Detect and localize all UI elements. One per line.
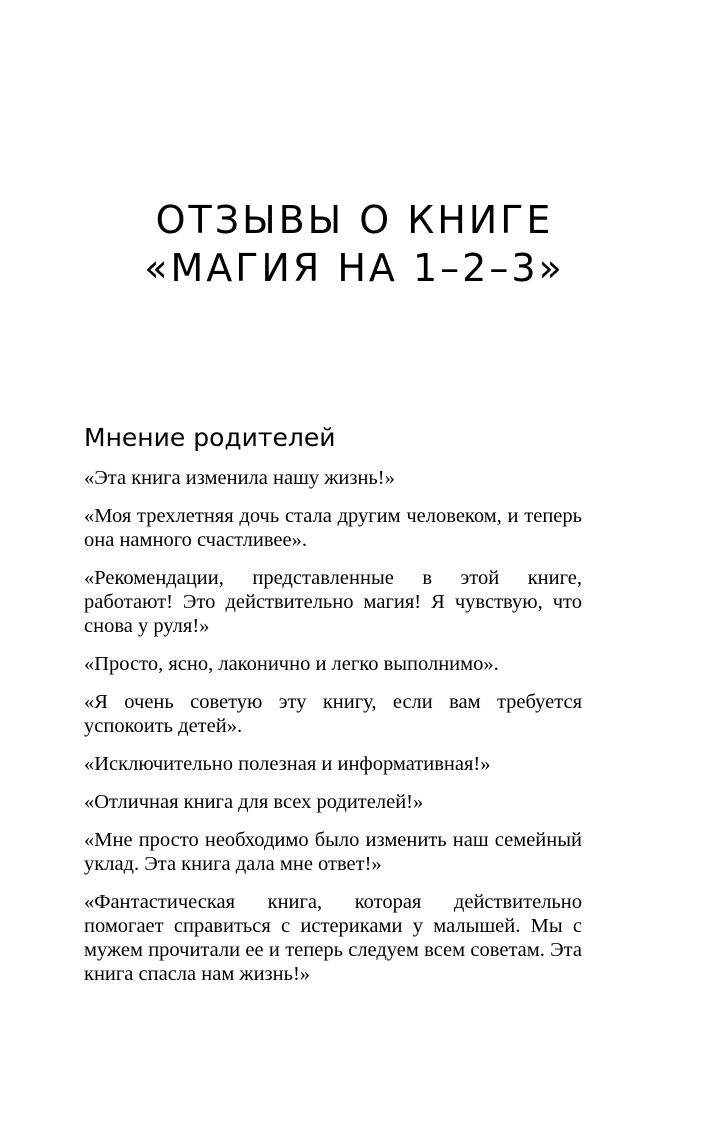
page-title-line-1: ОТЗЫВЫ О КНИГЕ <box>155 198 554 242</box>
section-heading: Мнение родителей <box>84 423 336 452</box>
quote-item: «Рекомендации, представленные в этой книге, работают! Это действительно магия! Я чувствую, что снова у руля!» <box>84 567 582 637</box>
quote-item: «Фантастическая книга, которая действительно помогает справиться с истериками у малышей. Мы с мужем прочитали ее и теперь следуем всем советам. Эта книга спасла нам жизнь!» <box>84 891 582 985</box>
quote-item: «Моя трехлетняя дочь стала другим человеком, и теперь она намного счастливее». <box>84 505 582 551</box>
quote-item: «Мне просто необходимо было изменить наш семейный уклад. Эта книга дала мне ответ!» <box>84 829 582 875</box>
quote-item: «Исключительно полезная и информативная!» <box>84 753 491 775</box>
page-title <box>0 196 709 292</box>
quote-item: «Просто, ясно, лаконично и легко выполнимо». <box>84 653 499 675</box>
page-title-line-2: «МАГИЯ НА 1–2–3» <box>144 246 565 290</box>
quote-item: «Я очень советую эту книгу, если вам требуется успокоить детей». <box>84 691 582 737</box>
quote-item: «Эта книга изменила нашу жизнь!» <box>84 467 395 489</box>
quote-item: «Отличная книга для всех родителей!» <box>84 791 424 813</box>
quotes-list <box>84 466 582 986</box>
parents-opinion-section <box>84 422 582 1000</box>
